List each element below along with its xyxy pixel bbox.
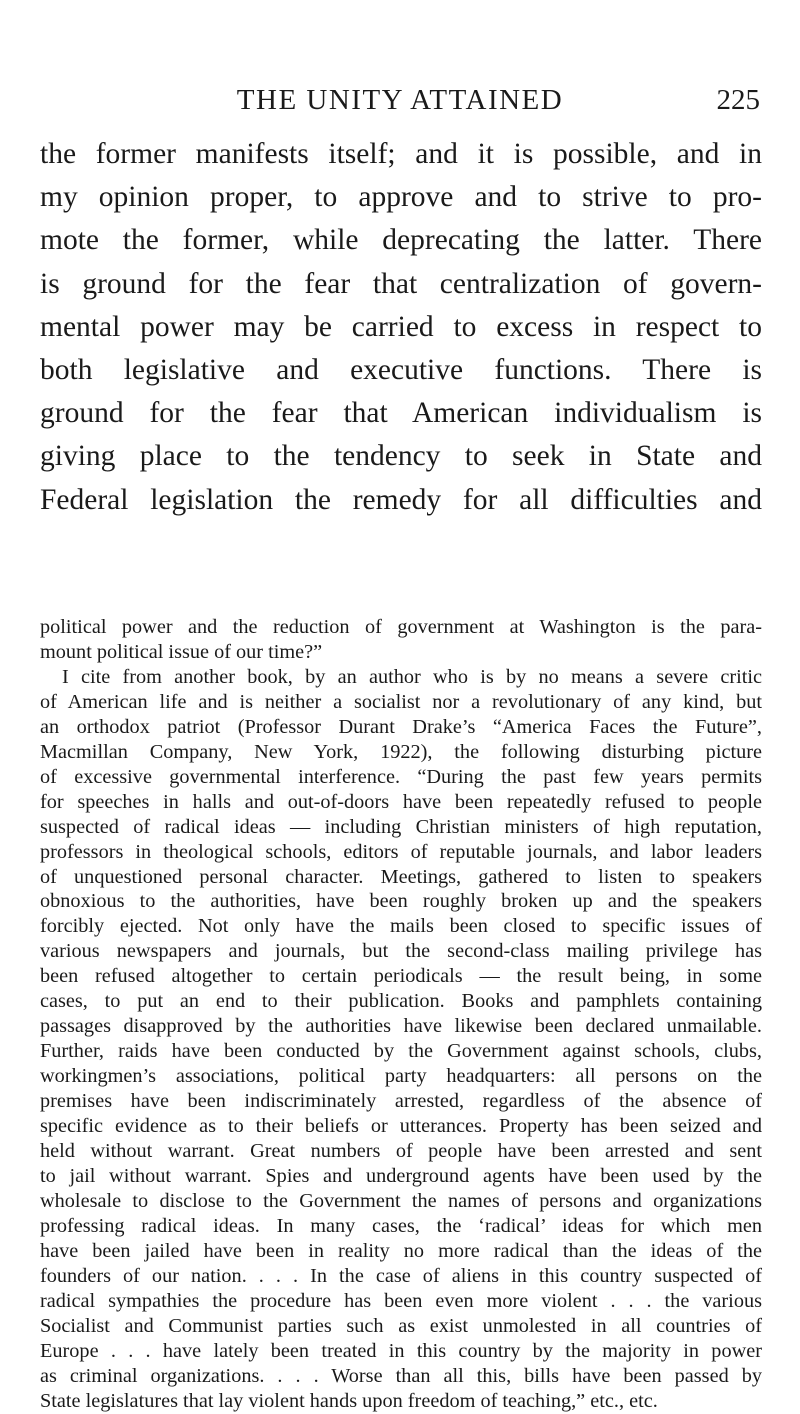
footnote-line: obnoxious to the authorities, have been roughly broken up and the speakers xyxy=(40,890,762,913)
text-line: the former manifests itself; and it is possible, and in xyxy=(40,138,762,170)
footnote-line: specific evidence as to their beliefs or utterances. Property has been seized and xyxy=(40,1115,762,1138)
footnote-line: of excessive governmental interference. “During the past few years permits xyxy=(40,765,762,788)
footnote-line: Socialist and Communist parties such as exist unmolested in all countries of xyxy=(40,1314,762,1337)
footnote-line: I cite from another book, by an author who is by no means a severe critic xyxy=(62,665,762,688)
footnote-line: Further, raids have been conducted by the Government against schools, clubs, xyxy=(40,1040,762,1063)
footnote-line: founders of our nation. . . . In the case of aliens in this country suspected of xyxy=(40,1264,762,1287)
text-line: mental power may be carried to excess in respect to xyxy=(40,310,762,343)
footnote-line: wholesale to disclose to the Government the names of persons and organizations xyxy=(40,1189,762,1212)
footnote-line: forcibly ejected. Not only have the mails been closed to specific issues of xyxy=(40,915,762,938)
text-line: my opinion proper, to approve and to strive to pro- xyxy=(40,181,762,214)
footnote-line: radical sympathies the procedure has been even more violent . . . the various xyxy=(40,1289,762,1312)
footnote-line: professors in theological schools, editors of reputable journals, and labor leaders xyxy=(40,840,762,863)
text-line: ground for the fear that American individualism is xyxy=(40,397,762,430)
text-line: giving place to the tendency to seek in State and xyxy=(40,440,762,473)
footnote-line: various newspapers and journals, but the second-class mailing privilege has xyxy=(40,940,762,963)
footnote-line: professing radical ideas. In many cases, the ‘radical’ ideas for which men xyxy=(40,1214,762,1237)
footnote-line: cases, to put an end to their publication. Books and pamphlets containing xyxy=(40,990,762,1013)
footnote-line: Europe . . . have lately been treated in this country by the majority in power xyxy=(40,1339,762,1362)
page-number: 225 xyxy=(716,84,760,116)
footnote-line: of unquestioned personal character. Meetings, gathered to listen to speakers xyxy=(40,865,762,888)
running-title: THE UNITY ATTAINED xyxy=(236,84,564,116)
footnote-line: held without warrant. Great numbers of people have been arrested and sent xyxy=(40,1140,762,1163)
footnote-line: for speeches in halls and out-of-doors have been repeatedly refused to people xyxy=(40,790,762,813)
footnote-line: State legislatures that lay violent hands upon freedom of teaching,” etc., etc. xyxy=(40,1389,658,1412)
footnote-line: of American life and is neither a socialist nor a revolutionary of any kind, but xyxy=(40,690,762,713)
footnote-line: been refused altogether to certain periodicals — the result being, in some xyxy=(40,965,762,988)
footnote-quotation xyxy=(40,615,762,1414)
footnote-line: an orthodox patriot (Professor Durant Drake’s “America Faces the Future”, xyxy=(40,715,762,738)
footnote-line: Macmillan Company, New York, 1922), the following disturbing picture xyxy=(40,740,762,763)
footnote-line: to jail without warrant. Spies and underground agents have been used by the xyxy=(40,1164,762,1187)
footnote-line: have been jailed have been in reality no more radical than the ideas of the xyxy=(40,1239,762,1262)
text-line: both legislative and executive functions. There is xyxy=(40,354,762,387)
text-line: Federal legislation the remedy for all difficulties and xyxy=(40,483,762,516)
footnote-line: passages disapproved by the authorities have likewise been declared unmailable. xyxy=(40,1015,762,1038)
running-head xyxy=(40,80,760,120)
text-line: mote the former, while deprecating the latter. There xyxy=(40,224,762,257)
footnote-line: political power and the reduction of government at Washington is the para- xyxy=(40,616,762,638)
main-text-paragraph xyxy=(40,133,762,522)
footnote-line: workingmen’s associations, political party headquarters: all persons on the xyxy=(40,1065,762,1088)
footnote-line: as criminal organizations. . . . Worse than all this, bills have been passed by xyxy=(40,1364,762,1387)
footnote-line: suspected of radical ideas — including Christian ministers of high reputation, xyxy=(40,815,762,838)
text-line: is ground for the fear that centralization of govern- xyxy=(40,267,762,300)
footnote-line: premises have been indiscriminately arrested, regardless of the absence of xyxy=(40,1090,762,1113)
footnote-line: mount political issue of our time?” xyxy=(40,640,323,663)
